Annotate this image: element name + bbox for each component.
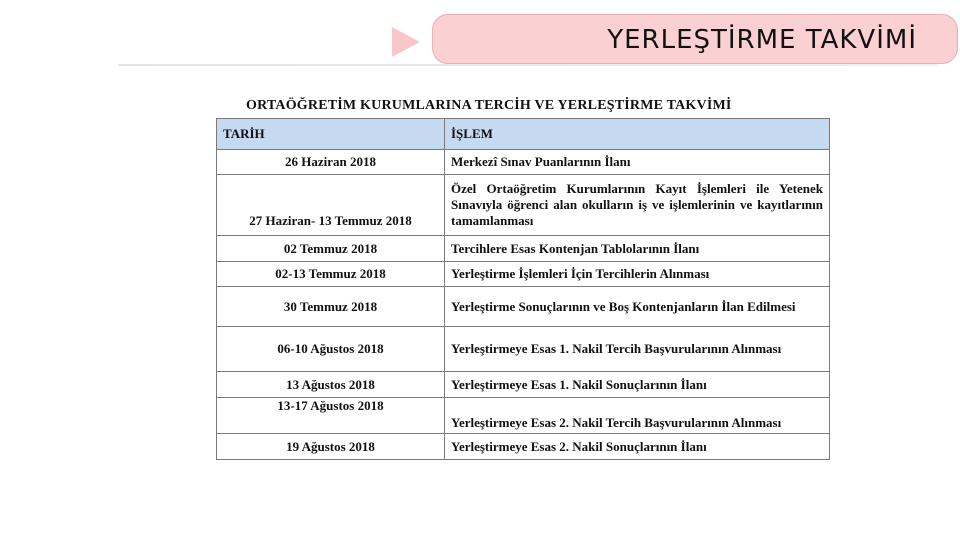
row-date: 19 Ağustos 2018 xyxy=(217,434,445,460)
row-date: 26 Haziran 2018 xyxy=(217,150,445,175)
table-row xyxy=(217,398,830,434)
table-row xyxy=(217,262,830,287)
slide-title-banner xyxy=(432,14,958,64)
row-date: 13 Ağustos 2018 xyxy=(217,372,445,398)
row-action: Merkezî Sınav Puanlarının İlanı xyxy=(445,150,830,175)
table-row xyxy=(217,236,830,262)
row-date: 30 Temmuz 2018 xyxy=(217,287,445,327)
table-header-row xyxy=(217,119,830,150)
arrow-icon xyxy=(392,27,420,57)
row-action: Yerleştirme İşlemleri İçin Tercihlerin Alınması xyxy=(445,262,830,287)
row-action: Özel Ortaöğretim Kurumlarının Kayıt İşlemleri ile Yetenek Sınavıyla öğrenci alan okulların iş ve işlemlerinin ve kayıtlarının tamamlanması xyxy=(445,175,830,236)
row-date: 06-10 Ağustos 2018 xyxy=(217,327,445,372)
row-date: 27 Haziran- 13 Temmuz 2018 xyxy=(217,175,445,236)
row-action: Yerleştirmeye Esas 1. Nakil Tercih Başvurularının Alınması xyxy=(445,327,830,372)
document-title: ORTAÖĞRETİM KURUMLARINA TERCİH VE YERLEŞTİRME TAKVİMİ xyxy=(246,98,732,113)
table-row xyxy=(217,175,830,236)
table-row xyxy=(217,372,830,398)
table-row xyxy=(217,287,830,327)
table-row xyxy=(217,150,830,175)
row-action: Yerleştirmeye Esas 2. Nakil Sonuçlarının İlanı xyxy=(445,434,830,460)
row-date: 02-13 Temmuz 2018 xyxy=(217,262,445,287)
row-action: Tercihlere Esas Kontenjan Tablolarının İlanı xyxy=(445,236,830,262)
column-header-date: TARİH xyxy=(217,119,445,150)
row-date: 02 Temmuz 2018 xyxy=(217,236,445,262)
column-header-action: İŞLEM xyxy=(445,119,830,150)
table-row xyxy=(217,327,830,372)
header-divider xyxy=(118,64,938,66)
schedule-table xyxy=(216,118,830,460)
row-date: 13-17 Ağustos 2018 xyxy=(217,398,445,434)
row-action: Yerleştirmeye Esas 2. Nakil Tercih Başvurularının Alınması xyxy=(445,398,830,434)
row-action: Yerleştirmeye Esas 1. Nakil Sonuçlarının İlanı xyxy=(445,372,830,398)
table-row xyxy=(217,434,830,460)
row-action: Yerleştirme Sonuçlarının ve Boş Kontenjanların İlan Edilmesi xyxy=(445,287,830,327)
slide-title: YERLEŞTİRME TAKVİMİ xyxy=(607,25,917,55)
